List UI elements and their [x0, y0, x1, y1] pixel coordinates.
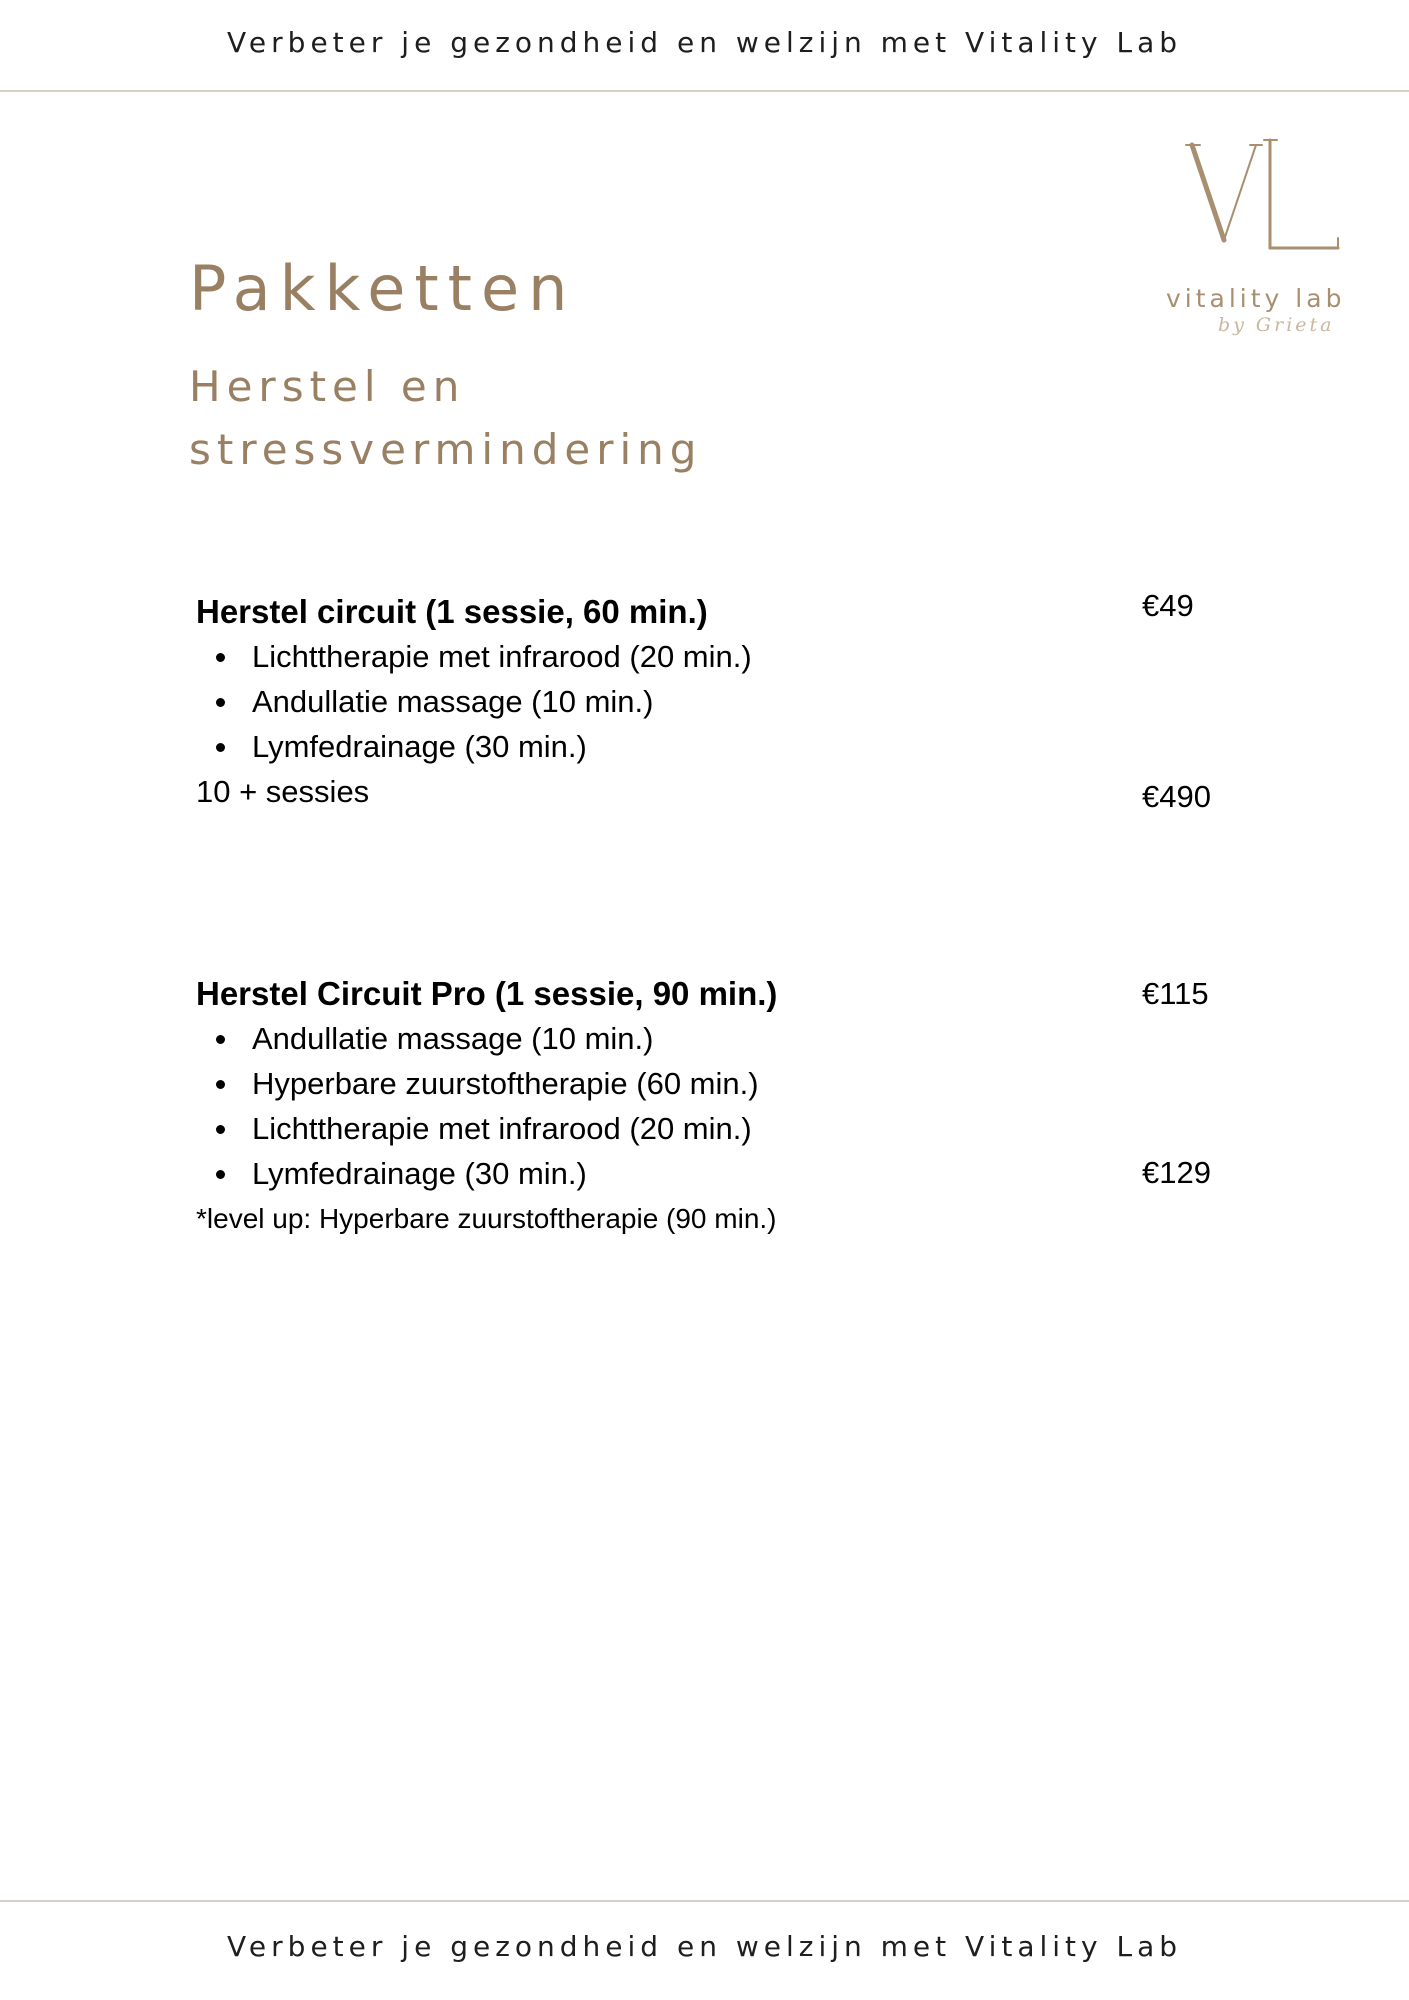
package-herstel-circuit — [196, 590, 1246, 814]
list-item — [196, 724, 1246, 769]
package-item-list — [196, 634, 1246, 769]
package-herstel-circuit-pro — [196, 972, 1246, 1241]
list-item-label: Andullatie massage (10 min.) — [252, 684, 654, 719]
package-note-price: €129 — [1142, 1155, 1211, 1190]
bullet-icon — [216, 1125, 225, 1134]
list-item-label: Lymfedrainage (30 min.) — [252, 729, 587, 764]
bullet-icon — [216, 1035, 225, 1044]
footer-divider — [0, 1900, 1409, 1902]
list-item-label: Lichttherapie met infrarood (20 min.) — [252, 1111, 752, 1146]
page-subtitle: Herstel en stressvermindering — [189, 362, 703, 474]
package-item-list — [196, 1016, 1246, 1196]
list-item — [196, 634, 1246, 679]
logo-script: by Grieta — [1218, 314, 1335, 336]
list-item-label: Lichttherapie met infrarood (20 min.) — [252, 639, 752, 674]
bullet-icon — [216, 653, 225, 662]
bullet-icon — [216, 698, 225, 707]
package-note: 10 + sessies — [196, 774, 370, 809]
bullet-icon — [216, 743, 225, 752]
footer-tagline: Verbeter je gezondheid en welzijn met Vitality Lab — [226, 1930, 1183, 1963]
list-item-label: Andullatie massage (10 min.) — [252, 1021, 654, 1056]
page-title: Pakketten — [189, 252, 577, 325]
package-title: Herstel Circuit Pro (1 sessie, 90 min.) — [196, 975, 778, 1012]
list-item — [196, 1151, 1246, 1196]
package-price: €115 — [1142, 976, 1209, 1011]
bullet-icon — [216, 1170, 225, 1179]
list-item — [196, 1061, 1246, 1106]
list-item — [196, 1016, 1246, 1061]
package-title: Herstel circuit (1 sessie, 60 min.) — [196, 593, 708, 630]
list-item — [196, 679, 1246, 724]
logo-name: vitality lab — [1166, 284, 1346, 313]
package-note: *level up: Hyperbare zuurstoftherapie (90 min.) — [196, 1203, 777, 1234]
list-item-label: Hyperbare zuurstoftherapie (60 min.) — [252, 1066, 759, 1101]
bullet-icon — [216, 1080, 225, 1089]
list-item-label: Lymfedrainage (30 min.) — [252, 1156, 587, 1191]
package-price: €49 — [1142, 588, 1194, 623]
header-divider — [0, 90, 1409, 92]
package-note-price: €490 — [1142, 779, 1211, 814]
list-item — [196, 1106, 1246, 1151]
header-tagline: Verbeter je gezondheid en welzijn met Vitality Lab — [226, 26, 1183, 59]
